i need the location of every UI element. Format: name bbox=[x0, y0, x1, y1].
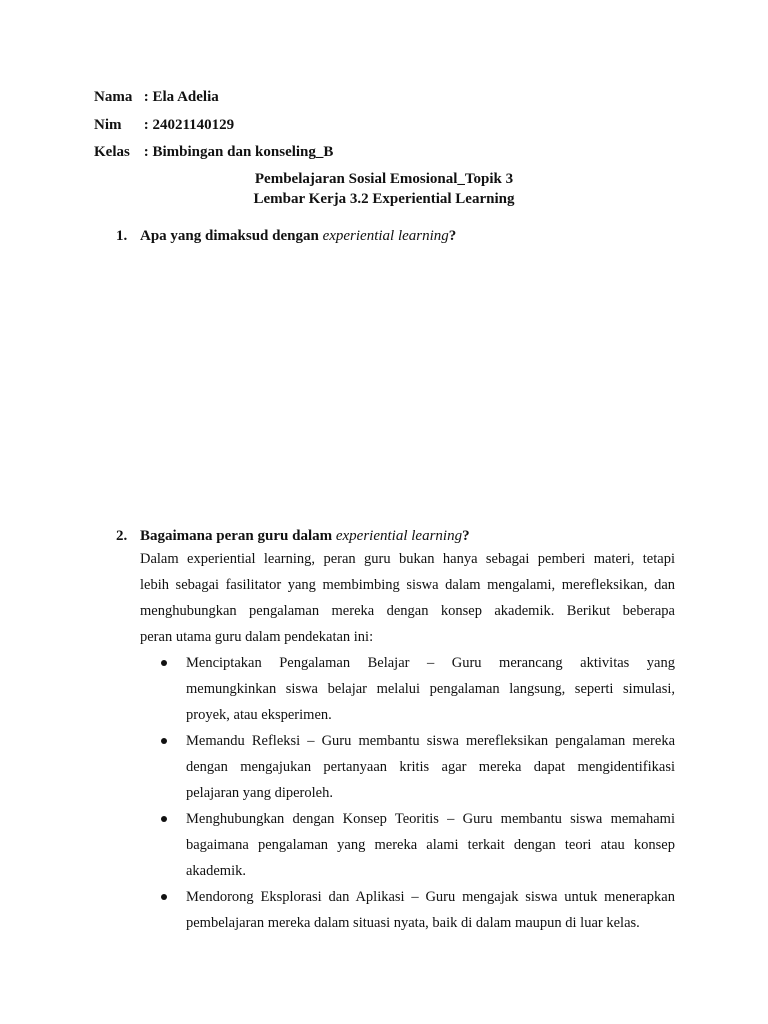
question-1 bbox=[116, 227, 456, 245]
bullet-icon bbox=[161, 816, 167, 822]
nama-value: : Ela Adelia bbox=[143, 89, 219, 105]
bullet-line: memungkinkan siswa belajar melalui pengalaman langsung, seperti simulasi, bbox=[186, 681, 675, 697]
bullet-icon bbox=[161, 894, 167, 900]
bullet-line: bagaimana pengalaman yang mereka alami terkait dengan teori atau konsep bbox=[186, 837, 675, 853]
bullet-icon bbox=[161, 660, 167, 666]
title-line-2: Lembar Kerja 3.2 Experiential Learning bbox=[253, 191, 515, 207]
question-mark: ? bbox=[448, 228, 457, 244]
bullet-line: pembelajaran mereka dalam situasi nyata, baik di dalam maupun di luar kelas. bbox=[186, 915, 640, 931]
bullet-icon bbox=[161, 738, 167, 744]
info-kelas bbox=[94, 143, 333, 161]
bullet-line: akademik. bbox=[186, 863, 246, 879]
nim-label: Nim bbox=[94, 117, 122, 133]
intro-line: peran utama guru dalam pendekatan ini: bbox=[140, 629, 374, 645]
bullet-line: Mendorong Eksplorasi dan Aplikasi – Guru mengajak siswa untuk menerapkan bbox=[186, 889, 675, 905]
intro-line: lebih sebagai fasilitator yang membimbing siswa dalam mengalami, merefleksikan, dan bbox=[140, 577, 675, 593]
nama-label: Nama bbox=[94, 89, 133, 105]
title-line-1: Pembelajaran Sosial Emosional_Topik 3 bbox=[254, 171, 514, 187]
question-number: 1. bbox=[116, 228, 128, 244]
question-mark: ? bbox=[462, 528, 470, 544]
answer-2-intro bbox=[140, 546, 675, 650]
bullet-item bbox=[140, 650, 675, 728]
worksheet-title bbox=[0, 169, 768, 209]
bullet-line: Menciptakan Pengalaman Belajar – Guru merancang aktivitas yang bbox=[186, 655, 675, 671]
nim-value: : 24021140129 bbox=[143, 117, 235, 133]
bullet-line: Memandu Refleksi – Guru membantu siswa merefleksikan pengalaman mereka bbox=[186, 733, 675, 749]
bullet-line: Menghubungkan dengan Konsep Teoritis – Guru membantu siswa memahami bbox=[186, 811, 675, 827]
intro-line: Dalam experiential learning, peran guru bukan hanya sebagai pemberi materi, tetapi bbox=[140, 551, 675, 567]
question-text: Apa yang dimaksud dengan bbox=[140, 228, 323, 244]
question-emphasis: experiential learning bbox=[322, 228, 449, 244]
answer-2-bullet-list bbox=[140, 650, 675, 936]
bullet-line: pelajaran yang diperoleh. bbox=[186, 785, 333, 801]
question-number: 2. bbox=[116, 528, 128, 544]
info-nim bbox=[94, 116, 234, 134]
bullet-item bbox=[140, 728, 675, 806]
bullet-item bbox=[140, 806, 675, 884]
question-2 bbox=[116, 527, 470, 545]
kelas-value: : Bimbingan dan konseling_B bbox=[143, 144, 334, 160]
info-nama bbox=[94, 88, 219, 106]
question-text: Bagaimana peran guru dalam bbox=[140, 528, 336, 544]
bullet-line: dengan mengajukan pertanyaan kritis agar mereka dapat mengidentifikasi bbox=[186, 759, 675, 775]
question-emphasis: experiential learning bbox=[335, 528, 463, 544]
bullet-item bbox=[140, 884, 675, 936]
kelas-label: Kelas bbox=[94, 144, 130, 160]
bullet-line: proyek, atau eksperimen. bbox=[186, 707, 332, 723]
intro-line: menghubungkan pengalaman mereka dengan konsep akademik. Berikut beberapa bbox=[140, 603, 675, 619]
